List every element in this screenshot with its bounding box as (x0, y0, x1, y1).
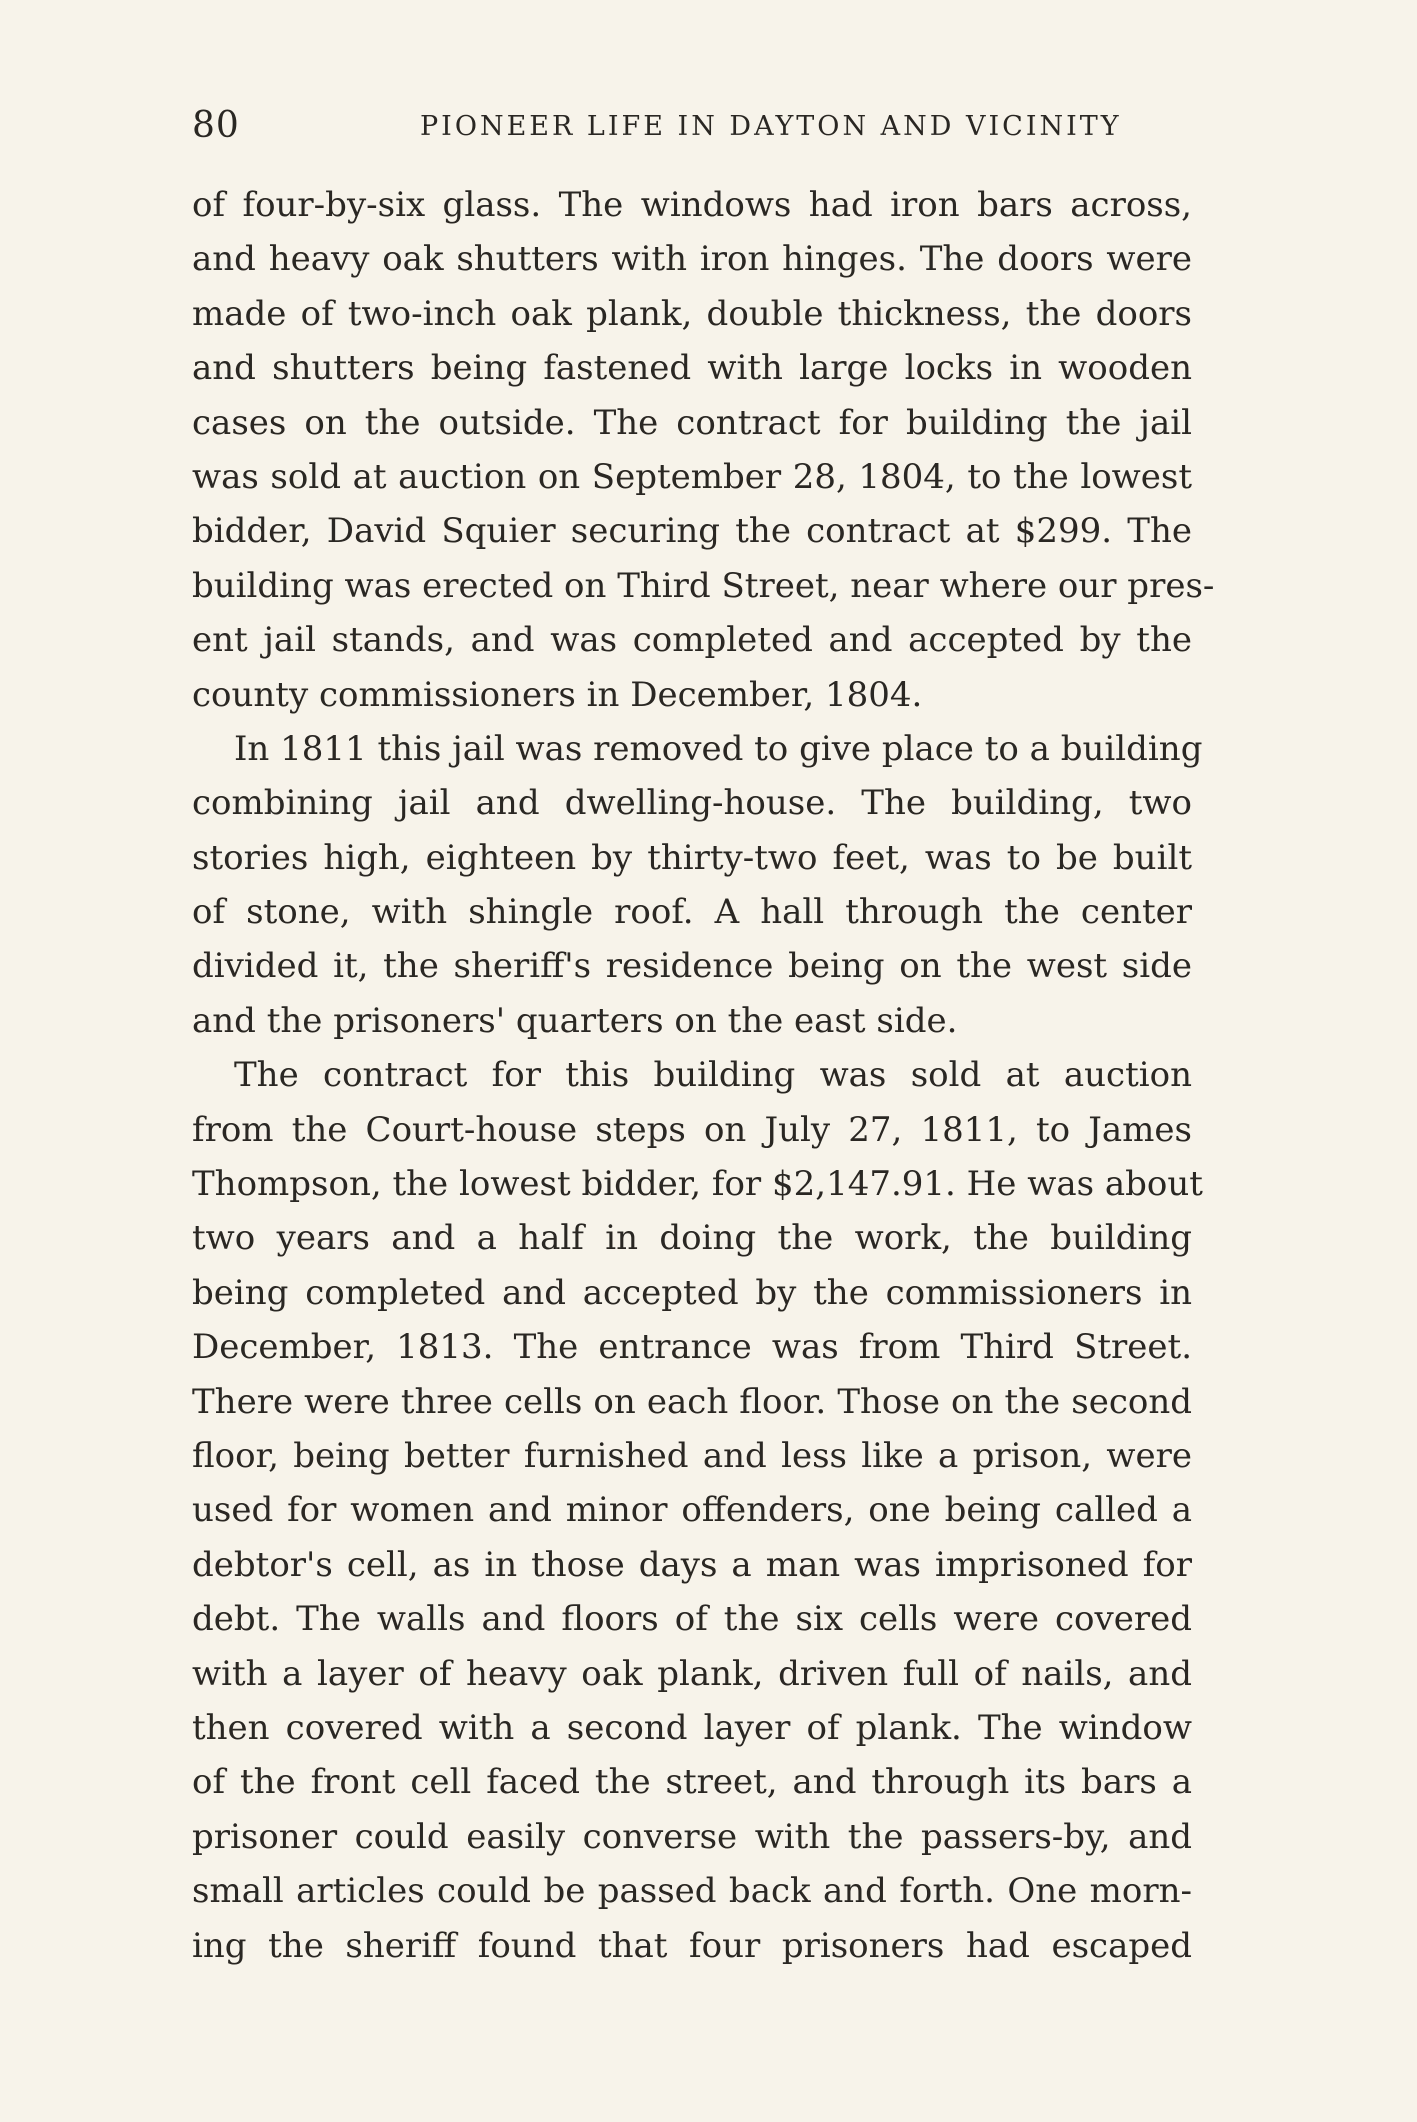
text-line: county commissioners in December, 1804. (192, 674, 923, 715)
text-line: combining jail and dwelling-house. The building, two (192, 783, 1192, 824)
text-line: prisoner could easily converse with the passers-by, and (192, 1816, 1192, 1857)
text-line: In 1811 this jail was removed to give place to a building (234, 728, 1203, 769)
text-line: of the front cell faced the street, and through its bars a (192, 1762, 1192, 1803)
text-line: with a layer of heavy oak plank, driven full of nails, and (192, 1653, 1192, 1694)
text-line: debtor's cell, as in those days a man was imprisoned for (192, 1544, 1192, 1585)
text-line: two years and a half in doing the work, the building (192, 1218, 1192, 1259)
text-line: used for women and minor offenders, one being called a (192, 1490, 1192, 1531)
text-line: debt. The walls and floors of the six cells were covered (192, 1599, 1192, 1640)
text-line: bidder, David Squier securing the contract at $299. The (192, 511, 1192, 552)
text-line: December, 1813. The entrance was from Third Street. (192, 1327, 1192, 1368)
text-line: floor, being better furnished and less like a prison, were (192, 1435, 1192, 1476)
running-title: PIONEER LIFE IN DAYTON AND VICINITY (420, 111, 1122, 142)
text-line: then covered with a second layer of plank. The window (192, 1707, 1192, 1748)
text-line: divided it, the sheriff's residence being on the west side (192, 946, 1192, 987)
body-text (192, 178, 1215, 1973)
text-line: from the Court-house steps on July 27, 1811, to James (192, 1109, 1192, 1150)
text-line: Thompson, the lowest bidder, for $2,147.91. He was about (192, 1164, 1203, 1205)
page-header (192, 105, 1192, 145)
text-line: of stone, with shingle roof. A hall through the center (192, 892, 1192, 933)
text-line: ent jail stands, and was completed and accepted by the (192, 620, 1192, 661)
text-line: cases on the outside. The contract for building the jail (192, 402, 1192, 443)
text-line: was sold at auction on September 28, 1804, to the lowest (192, 456, 1192, 497)
text-line: ing the sheriff found that four prisoners had escaped (192, 1925, 1192, 1966)
text-line: and the prisoners' quarters on the east side. (192, 1000, 958, 1041)
text-line: The contract for this building was sold at auction (234, 1055, 1192, 1096)
text-line: There were three cells on each floor. Those on the second (192, 1381, 1192, 1422)
text-line: and heavy oak shutters with iron hinges. The doors were (192, 239, 1192, 280)
text-line: being completed and accepted by the commissioners in (192, 1272, 1192, 1313)
text-line: stories high, eighteen by thirty-two feet, was to be built (192, 837, 1192, 878)
text-line: small articles could be passed back and forth. One morn- (192, 1871, 1192, 1912)
text-line: building was erected on Third Street, near where our pres- (192, 565, 1215, 606)
text-line: and shutters being fastened with large locks in wooden (192, 348, 1192, 389)
text-line: made of two-inch oak plank, double thickness, the doors (192, 293, 1192, 334)
text-line: of four-by-six glass. The windows had iron bars across, (192, 185, 1192, 225)
page-number: 80 (192, 105, 240, 146)
